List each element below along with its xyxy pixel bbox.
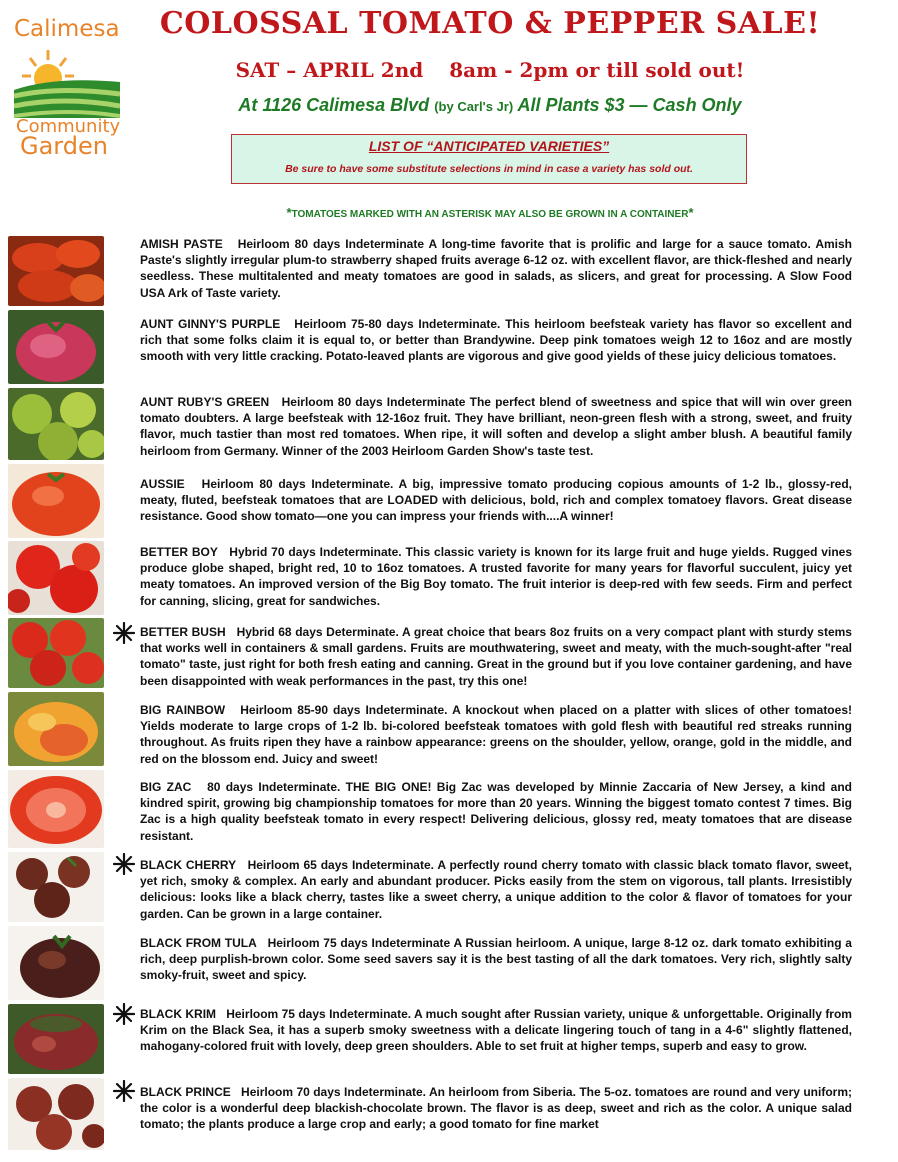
variety-entry <box>140 857 852 922</box>
variety-entry <box>140 779 852 844</box>
variety-description: Heirloom 75 days Indeterminate. A much sought after Russian variety, unique & unforgettable. Originally from Krim on the Black Sea, it has a superb smoky sweetness with a delicate lingering touch of tang in a 4-6" slightly flattened, mahogany-colored fruit with lovely, deep green shoulders. Able to set fruit at higher temps, superb and easy to grow. <box>140 1007 852 1054</box>
list-box-title: LIST OF “ANTICIPATED VARIETIES” <box>368 138 610 154</box>
variety-entry <box>140 394 852 459</box>
variety-entry <box>140 702 852 767</box>
logo-top-text: Calimesa <box>14 16 120 42</box>
variety-name: BLACK FROM TULA <box>140 936 257 950</box>
note-asterisk-left: * <box>286 205 292 220</box>
tomato-photo-aunt-rubys-green <box>8 388 104 460</box>
garden-logo <box>10 16 122 160</box>
variety-entry <box>140 236 852 301</box>
tomato-photo-black-krim <box>8 1004 104 1074</box>
variety-name: AUNT RUBY'S GREEN <box>140 395 270 409</box>
variety-entry <box>140 476 852 525</box>
variety-name: BLACK PRINCE <box>140 1085 231 1099</box>
sale-price: All Plants $3 — Cash Only <box>517 95 742 115</box>
varieties-list-box <box>231 134 747 184</box>
variety-entry <box>140 316 852 365</box>
sale-address: At 1126 Calimesa Blvd <box>238 95 430 115</box>
logo-line2: Garden <box>20 132 108 160</box>
variety-description: Heirloom 85-90 days Indeterminate. A knockout when placed on a platter with slices of other tomatoes! Yields moderate to large crops of 1-2 lb. bi-colored beefsteak tomatoes with gold flesh with beautiful red streaks running throughout. As fruits ripen they have a rainbow appearance: greens on the shoulder, yellow, orange, gold in the middle, and red on the blossom end. Juicy and sweet! <box>140 703 852 766</box>
tomato-photo-black-from-tula <box>8 926 104 1000</box>
variety-name: BETTER BOY <box>140 545 218 559</box>
variety-description: Heirloom 80 days Indeterminate A long-time favorite that is prolific and large for a sauce tomato. Amish Paste's slightly irregular plum-to strawberry shaped fruits average 6-12 oz. with excellent flavor, are thick-fleshed and nearly seedless. These multitalented and meaty tomatoes are good in salads, as slicers, and great for processing. A Slow Food USA Ark of Taste variety. <box>140 237 852 300</box>
tomato-photo-aussie <box>8 464 104 538</box>
sale-date: SAT – APRIL 2nd <box>235 58 424 82</box>
sale-location-line <box>130 95 850 116</box>
variety-entry <box>140 1084 852 1133</box>
variety-name: AUNT GINNY'S PURPLE <box>140 317 281 331</box>
variety-entry <box>140 624 852 689</box>
tomato-photo-amish-paste <box>8 236 104 306</box>
variety-description: Hybrid 68 days Determinate. A great choice that bears 8oz fruits on a very compact plant with sturdy stems that works well in containers & small gardens. Fruits are mouthwatering, sweet and meaty, with the much-sought-after "real tomato" taste, just right for both fresh eating and canning. Great in the ground but if you love container gardening, and have been disappointed with weak performances in the past, try this one! <box>140 625 852 688</box>
variety-description: Heirloom 65 days Indeterminate. A perfectly round cherry tomato with classic black tomato flavor, sweet, yet rich, smoky & complex. An early and abundant producer. Picks easily from the stem on vigorous, tall plants. Irresistibly delicious: looks like a black cherry, tastes like a sweet cherry, a unique addition to the color & flavor of tomatoes for your garden. Can be grown in a large container. <box>140 858 852 921</box>
variety-entry <box>140 935 852 984</box>
variety-description: Heirloom 75 days Indeterminate A Russian heirloom. A unique, large 8-12 oz. dark tomato exhibiting a rich, deep purplish-brown color. Some seed savers say it is the best tasting of all the dark tomatoes. Very rich, slightly salty smoky-fruit, sweet and spicy. <box>140 936 852 983</box>
variety-name: BIG RAINBOW <box>140 703 226 717</box>
variety-description: Heirloom 75-80 days Indeterminate. This heirloom beefsteak variety has flavor so excellent and rich that some folks claim it is equal to, or better than Brandywine. Deep pink tomatoes weigh 12 to 16oz and are mostly smooth with very little cracking. Potato-leaved plants are vigorous and give good yields of these juicy delicious tomatoes. <box>140 317 852 364</box>
tomato-photo-black-prince <box>8 1078 104 1150</box>
container-note <box>130 205 850 220</box>
sun-field-icon <box>14 46 120 118</box>
variety-description: 80 days Indeterminate. THE BIG ONE! Big Zac was developed by Minnie Zaccaria of New Jersey, a kind and kindred spirit, growing big championship tomatoes for more than 20 years. Winning the biggest tomato contest 7 times. Big Zac is a high quality beefsteak tomato in every respect! Delivering delicious, glossy red, meaty tomatoes that are disease resistant. <box>140 780 852 843</box>
container-asterisk-icon <box>113 853 135 875</box>
variety-entry <box>140 544 852 609</box>
tomato-photo-better-boy <box>8 541 104 615</box>
tomato-photo-black-cherry <box>8 852 104 922</box>
sale-hours: 8am - 2pm or till sold out! <box>449 58 745 82</box>
variety-description: Heirloom 80 days Indeterminate The perfect blend of sweetness and spice that will win over green tomato doubters. A large beefsteak with 12-16oz fruit. They have brilliant, neon-green flesh with a strong, sweet, and fruity flavor, much tastier than most red tomatoes. When ripe, it will soften and develop a slight amber blush. A beautiful family heirloom from Germany. Winner of the 2003 Heirloom Garden Show's taste test. <box>140 395 853 458</box>
sale-title: COLOSSAL TOMATO & PEPPER SALE! <box>159 6 821 41</box>
variety-name: BLACK KRIM <box>140 1007 217 1021</box>
note-asterisk-right: * <box>688 205 694 220</box>
variety-name: BLACK CHERRY <box>140 858 236 872</box>
tomato-photo-big-zac <box>8 770 104 848</box>
variety-name: AUSSIE <box>140 477 185 491</box>
container-asterisk-icon <box>113 1080 135 1102</box>
tomato-photo-big-rainbow <box>8 692 104 766</box>
container-asterisk-icon <box>113 622 135 644</box>
tomato-photo-better-bush <box>8 618 104 688</box>
note-text: TOMATOES MARKED WITH AN ASTERISK MAY ALSO BE GROWN IN A CONTAINER <box>291 209 689 220</box>
sale-date-line <box>130 58 850 82</box>
tomato-photo-aunt-ginnys-purple <box>8 310 104 384</box>
sale-address-note: (by Carl's Jr) <box>434 99 514 114</box>
variety-name: BETTER BUSH <box>140 625 226 639</box>
container-asterisk-icon <box>113 1003 135 1025</box>
list-box-subtitle: Be sure to have some substitute selections in mind in case a variety has sold out. <box>285 163 693 175</box>
variety-description: Heirloom 70 days Indeterminate. An heirloom from Siberia. The 5-oz. tomatoes are round and very uniform; the color is a wonderful deep blackish-chocolate brown. The flavor is as deep, sweet and rich as the color. A unique salad tomato; the plants produce a large crop and early; a good tomato for fine market <box>140 1085 852 1132</box>
variety-name: AMISH PASTE <box>140 237 223 251</box>
variety-entry <box>140 1006 852 1055</box>
variety-name: BIG ZAC <box>140 780 192 794</box>
logo-line1: Community <box>16 116 121 137</box>
variety-description: Heirloom 80 days Indeterminate. A big, impressive tomato producing copious amounts of 1-2 lb., glossy-red, meaty, fluted, beefsteak tomatoes that are LOADED with delicious, bold, rich and complex tomatoey flavors. Great disease resistance. Good show tomato—one you can impress your friends with....A winner! <box>140 477 852 524</box>
variety-description: Hybrid 70 days Indeterminate. This classic variety is known for its large fruit and huge yields. Rugged vines produce globe shaped, bright red, 10 to 16oz tomatoes. A trusted favorite for many years for flavorful succulent, juicy yet meaty tomatoes. An improved version of the Big Boy tomato. The fruit interior is deep-red with few seeds. Firm and perfect for canning, slicing, great for sandwiches. <box>140 545 852 608</box>
